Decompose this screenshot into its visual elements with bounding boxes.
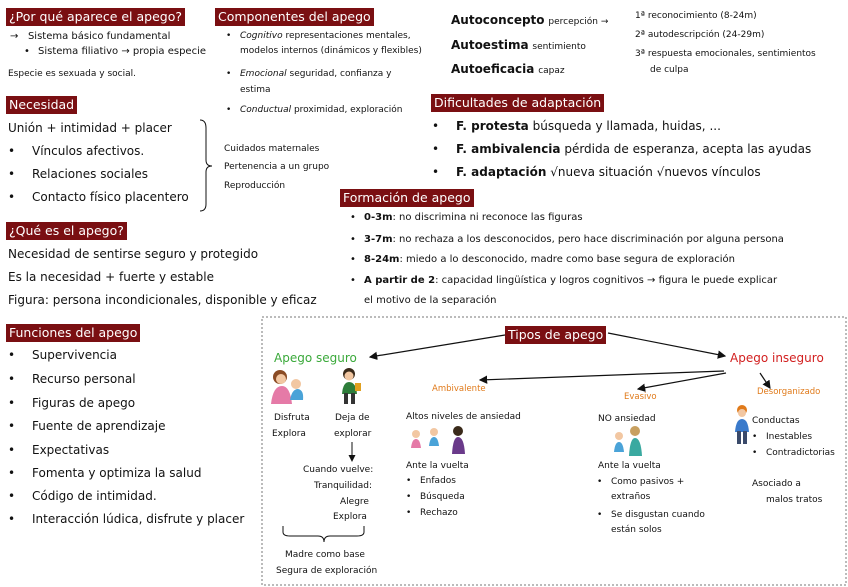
por-que-header: ¿Por qué aparece el apego? [6,8,185,26]
necesidad-lead: Unión + intimidad + placer [8,121,172,135]
necesidad-item-3: • Contacto físico placentero [32,189,189,205]
desorganizado-contradictorias: • Contradictorias [766,447,835,460]
necesidad-right-1: Cuidados maternales [224,144,320,154]
necesidad-right-2: Pertenencia a un grupo [224,162,330,172]
formacion-item-4-cont: el motivo de la separación [364,295,497,306]
formacion-item-3: • 8-24m: miedo a lo desconocido, madre como base segura de exploración [364,253,735,267]
seguro-explora-2: Explora [333,512,367,522]
anxious-children-illustration [408,424,470,460]
ambivalente-desc: Altos niveles de ansiedad [406,412,521,422]
apego-inseguro-title: Apego inseguro [730,351,824,365]
desorganizado-inestables: • Inestables [766,431,812,444]
funcion-item-2: • Recurso personal [32,371,136,387]
autoestima: Autoestima sentimiento [451,38,586,52]
evasivo-desc: NO ansiedad [598,414,656,424]
desorganizado-conductas: Conductas [752,416,800,426]
funcion-item-4: • Fuente de aprendizaje [32,418,166,434]
stage-2: 2ª autodescripción (24-29m) [635,30,765,40]
dificultades-header: Dificultades de adaptación [431,94,604,112]
stage-3-cont: de culpa [650,65,689,75]
autoeficacia: Autoeficacia capaz [451,62,565,76]
seguro-explorar: explorar [334,429,372,439]
formacion-header: Formación de apego [340,189,474,207]
seguro-tranquilidad: Tranquilidad: [314,481,372,491]
formacion-item-1: • 0-3m: no discrimina ni reconoce las figuras [364,211,583,225]
funciones-header: Funciones del apego [6,324,140,342]
componentes-header: Componentes del apego [215,8,374,26]
por-que-line2: • Sistema filiativo → propia especie [38,45,206,59]
desorganizado-title: Desorganizado [757,387,821,397]
funcion-item-3: • Figuras de apego [32,395,135,411]
necesidad-right-3: Reproducción [224,181,286,191]
que-es-header: ¿Qué es el apego? [6,222,127,240]
componente-emocional: • Emocional seguridad, confianza y [240,68,391,81]
seguro-explora: Explora [272,429,306,439]
dificultad-ambivalencia: • F. ambivalencia pérdida de esperanza, acepta las ayudas [456,141,811,157]
seguro-madre-base: Madre como base [285,550,365,560]
dificultad-protesta: • F. protesta búsqueda y llamada, huidas, ... [456,118,721,134]
seguro-disfruta: Disfruta [274,413,310,423]
componente-cognitivo-cont: modelos internos (dinámicos y flexibles) [240,46,422,56]
evasivo-item-1: • Como pasivos + [611,476,684,489]
autoconcepto: Autoconcepto percepción → [451,13,609,27]
funcion-item-5: • Expectativas [32,442,109,458]
tipos-header: Tipos de apego [505,326,606,344]
avoidant-children-illustration [610,424,646,460]
necesidad-header: Necesidad [6,96,77,114]
que-es-line-3: Figura: persona incondicionales, disponible y eficaz [8,293,317,307]
funcion-item-8: • Interacción lúdica, disfrute y placer [32,511,244,527]
evasivo-item-2: • Se disgustan cuando [611,509,705,522]
funcion-item-6: • Fomenta y optimiza la salud [32,465,201,481]
funcion-item-7: • Código de intimidad. [32,488,157,504]
mother-hugging-child-illustration [268,368,308,406]
componente-emocional-cont: estima [240,85,271,95]
disorganized-child-illustration [732,404,752,446]
desorganizado-malos-tratos: malos tratos [766,495,823,505]
apego-seguro-title: Apego seguro [274,351,357,365]
ambivalente-busqueda: • Búsqueda [420,491,465,504]
funcion-item-1: • Supervivencia [32,347,117,363]
componente-conductual: • Conductual proximidad, exploración [240,104,402,117]
necesidad-item-1: • Vínculos afectivos. [32,143,144,159]
necesidad-item-2: • Relaciones sociales [32,166,148,182]
evasivo-item-1-cont: extraños [611,492,651,502]
que-es-line-2: Es la necesidad + fuerte y estable [8,270,214,284]
ambivalente-rechazo: • Rechazo [420,507,458,520]
seguro-cuando-vuelve: Cuando vuelve: [303,465,374,475]
ambivalente-ante: Ante la vuelta [406,461,469,471]
por-que-line1: → Sistema básico fundamental [10,31,171,42]
stage-3: 3ª respuesta emocionales, sentimientos [635,49,816,59]
seguro-alegre: Alegre [340,497,369,507]
evasivo-ante: Ante la vuelta [598,461,661,471]
dificultad-adaptacion: • F. adaptación √nueva situación √nuevos vínculos [456,164,761,180]
stage-1: 1ª reconocimiento (8-24m) [635,11,757,21]
componente-cognitivo: • Cognitivo representaciones mentales, [240,30,411,43]
ambivalente-enfados: • Enfados [420,475,456,488]
que-es-line-1: Necesidad de sentirse seguro y protegido [8,247,259,261]
ambivalente-title: Ambivalente [432,384,486,394]
child-exploring-illustration [335,366,365,406]
desorganizado-asociado: Asociado a [752,479,801,489]
seguro-deja-de: Deja de [335,413,370,423]
por-que-line3: Especie es sexuada y social. [8,69,136,79]
evasivo-title: Evasivo [624,392,657,402]
evasivo-item-2-cont: están solos [611,525,662,535]
seguro-segura-exploracion: Segura de exploración [276,566,378,576]
formacion-item-4: • A partir de 2: capacidad lingüística y logros cognitivos → figura le puede explicar [364,274,777,288]
formacion-item-2: • 3-7m: no rechaza a los desconocidos, pero hace discriminación por alguna persona [364,233,784,247]
